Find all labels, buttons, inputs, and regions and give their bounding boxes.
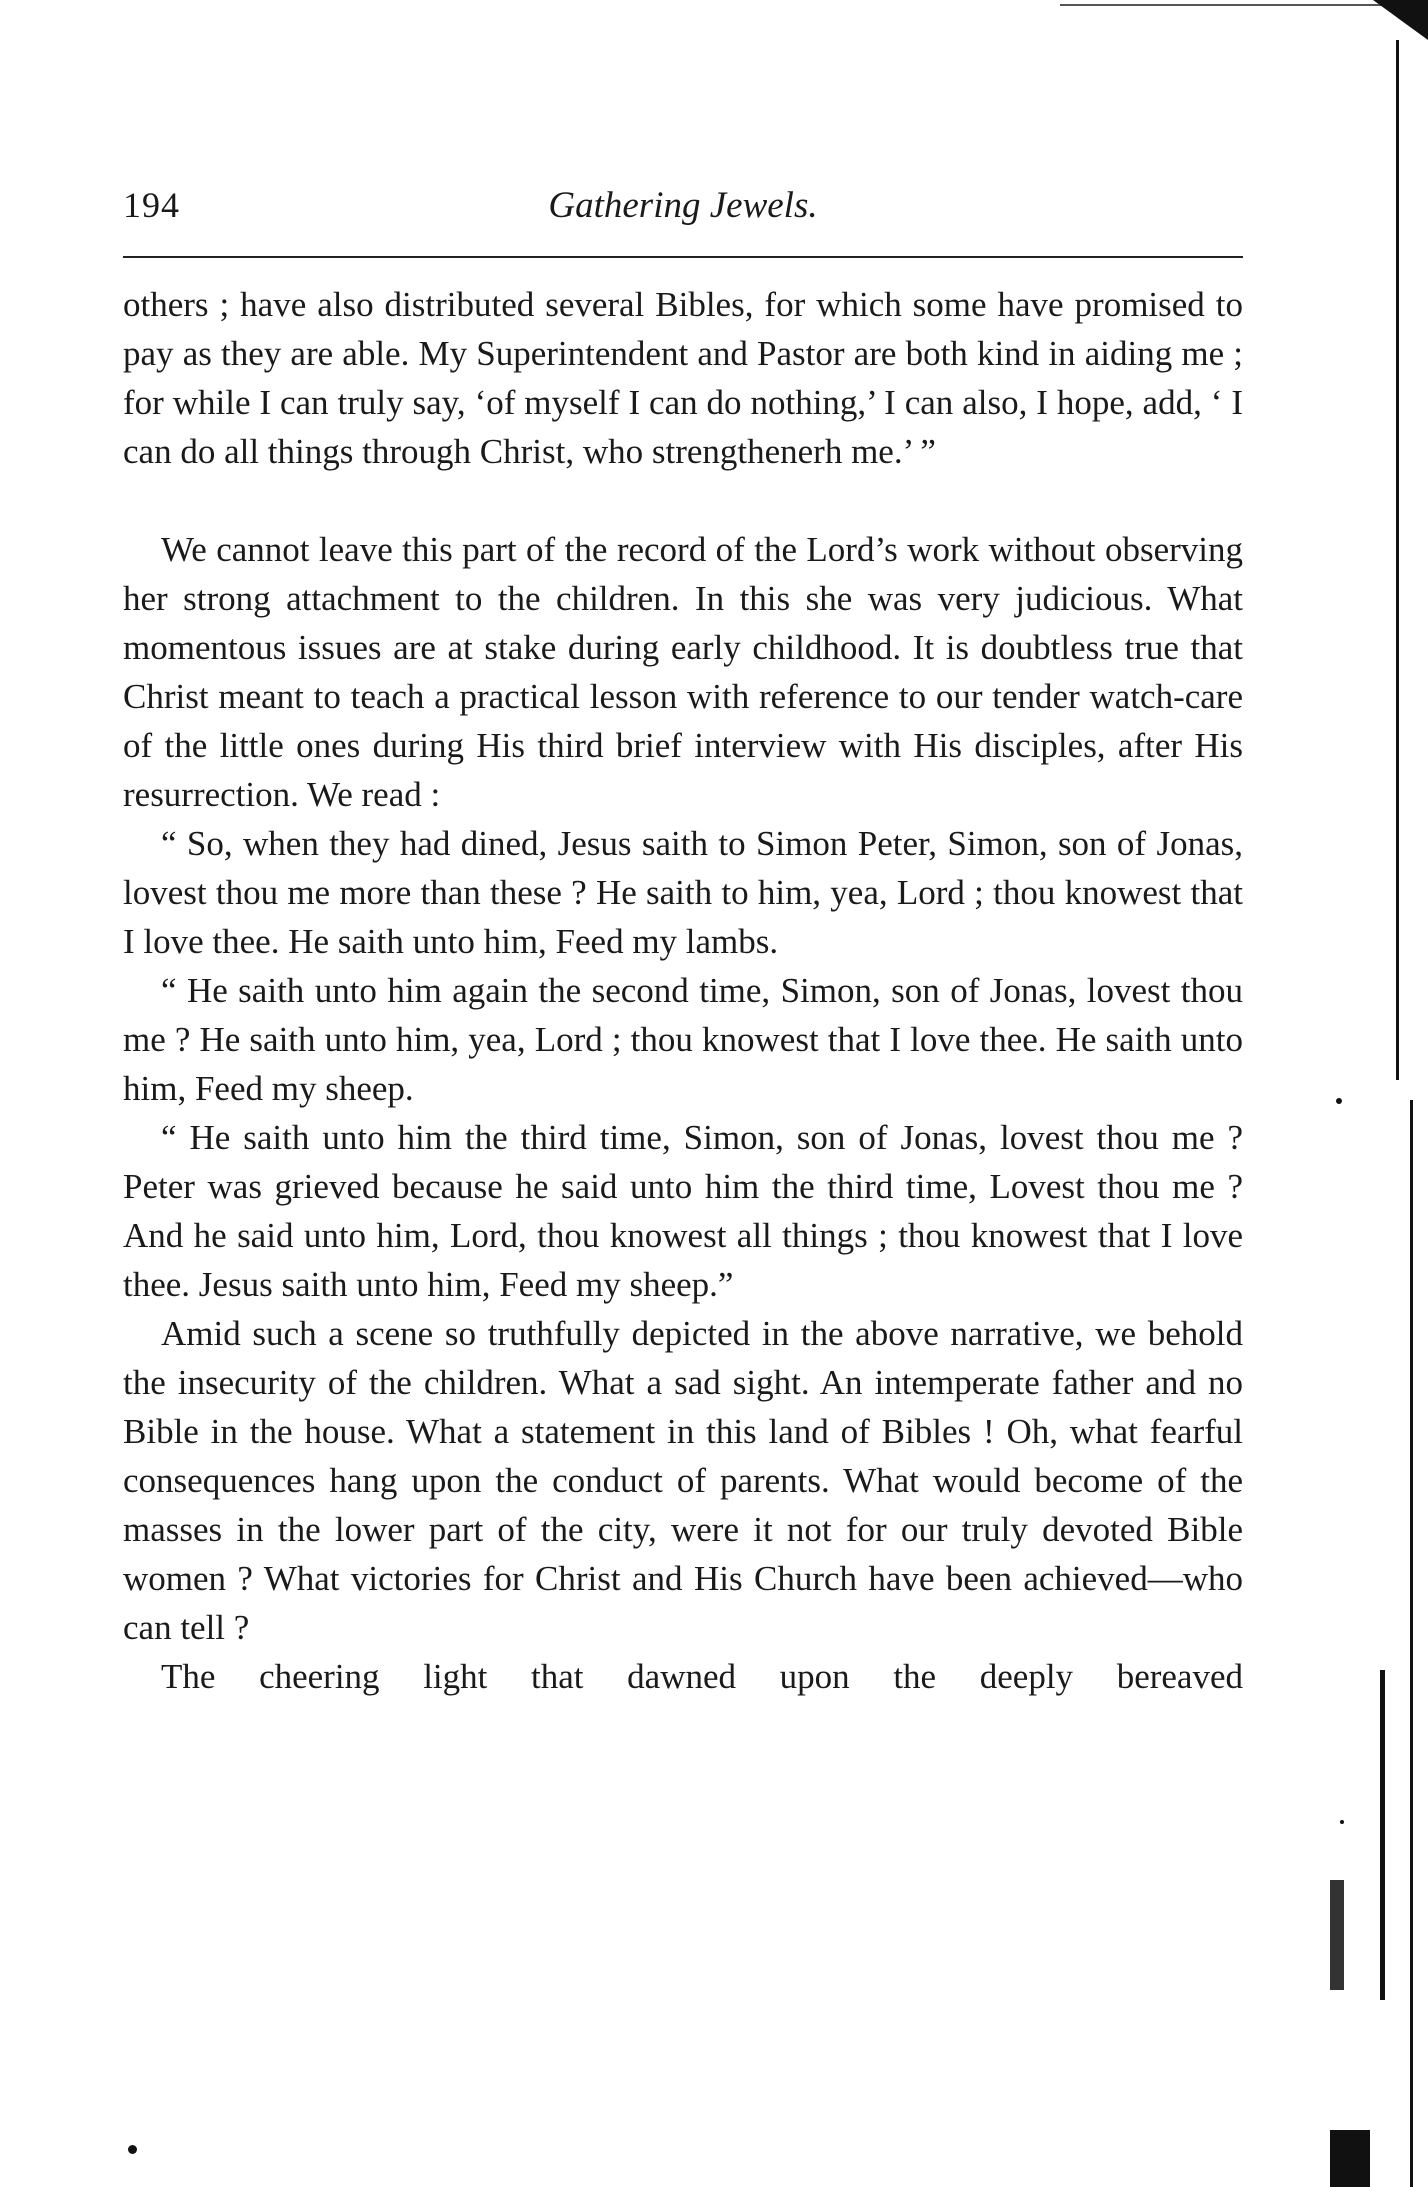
page-number: 194 xyxy=(123,185,180,225)
body-text xyxy=(123,280,1243,1701)
scan-edge-mark xyxy=(1380,1670,1385,2000)
running-title: Gathering Jewels. xyxy=(548,185,818,226)
scan-corner-mark xyxy=(1373,0,1428,40)
scan-edge-mark xyxy=(1396,40,1399,1080)
scan-speck xyxy=(1340,1820,1344,1824)
page-header xyxy=(123,178,1243,238)
scripture-quote: “ He saith unto him again the second time, Simon, son of Jonas, lovest thou me ? He saith unto him, yea, Lord ; thou knowest that I love thee. He saith unto him, Feed my sheep. xyxy=(123,971,1243,1108)
scan-edge-line xyxy=(1060,4,1390,6)
scan-edge-mark xyxy=(1330,1880,1344,1990)
paragraph: We cannot leave this part of the record of the Lord’s work without observing her strong attachment to the children. In this she was very judicious. What momentous issues are at stake during early childhood. It is doubtless true that Christ meant to teach a practical lesson with reference to our tender watch-care of the little ones during His third brief interview with His disciples, after His resurrection. We read : xyxy=(123,530,1243,814)
paragraph-continued: others ; have also distributed several Bibles, for which some have promised to pay as they are able. My Superintendent and Pastor are both kind in aiding me ; for while I can truly say, ‘of myself I can do nothing,’ I can also, I hope, add, ‘ I can do all things through Christ, who strengthenerh me.’ ” xyxy=(123,285,1243,471)
paragraph: Amid such a scene so truthfully depicted in the above narrative, we behold the insecurity of the children. What a sad sight. An intemperate father and no Bible in the house. What a statement in this land of Bibles ! Oh, what fearful consequences hang upon the conduct of parents. What would become of the masses in the lower part of the city, were it not for our truly devoted Bible women ? What victories for Christ and His Church have been achieved—who can tell ? xyxy=(123,1314,1243,1647)
scan-edge-mark xyxy=(1330,2130,1370,2187)
scan-edge-mark xyxy=(1410,1100,1413,2187)
scripture-quote: “ So, when they had dined, Jesus saith to Simon Peter, Simon, son of Jonas, lovest thou me more than these ? He saith to him, yea, Lord ; thou knowest that I love thee. He saith unto him, Feed my lambs. xyxy=(123,824,1243,961)
paragraph-continues: The cheering light that dawned upon the deeply bereaved xyxy=(161,1657,1243,1696)
scan-speck xyxy=(1336,1098,1342,1104)
header-rule xyxy=(123,256,1243,258)
scripture-quote: “ He saith unto him the third time, Simon, son of Jonas, lovest thou me ? Peter was grieved because he said unto him the third time, Lovest thou me ? And he said unto him, Lord, thou knowest all things ; thou knowest that I love thee. Jesus saith unto him, Feed my sheep.” xyxy=(123,1118,1243,1304)
scan-speck xyxy=(128,2145,137,2154)
